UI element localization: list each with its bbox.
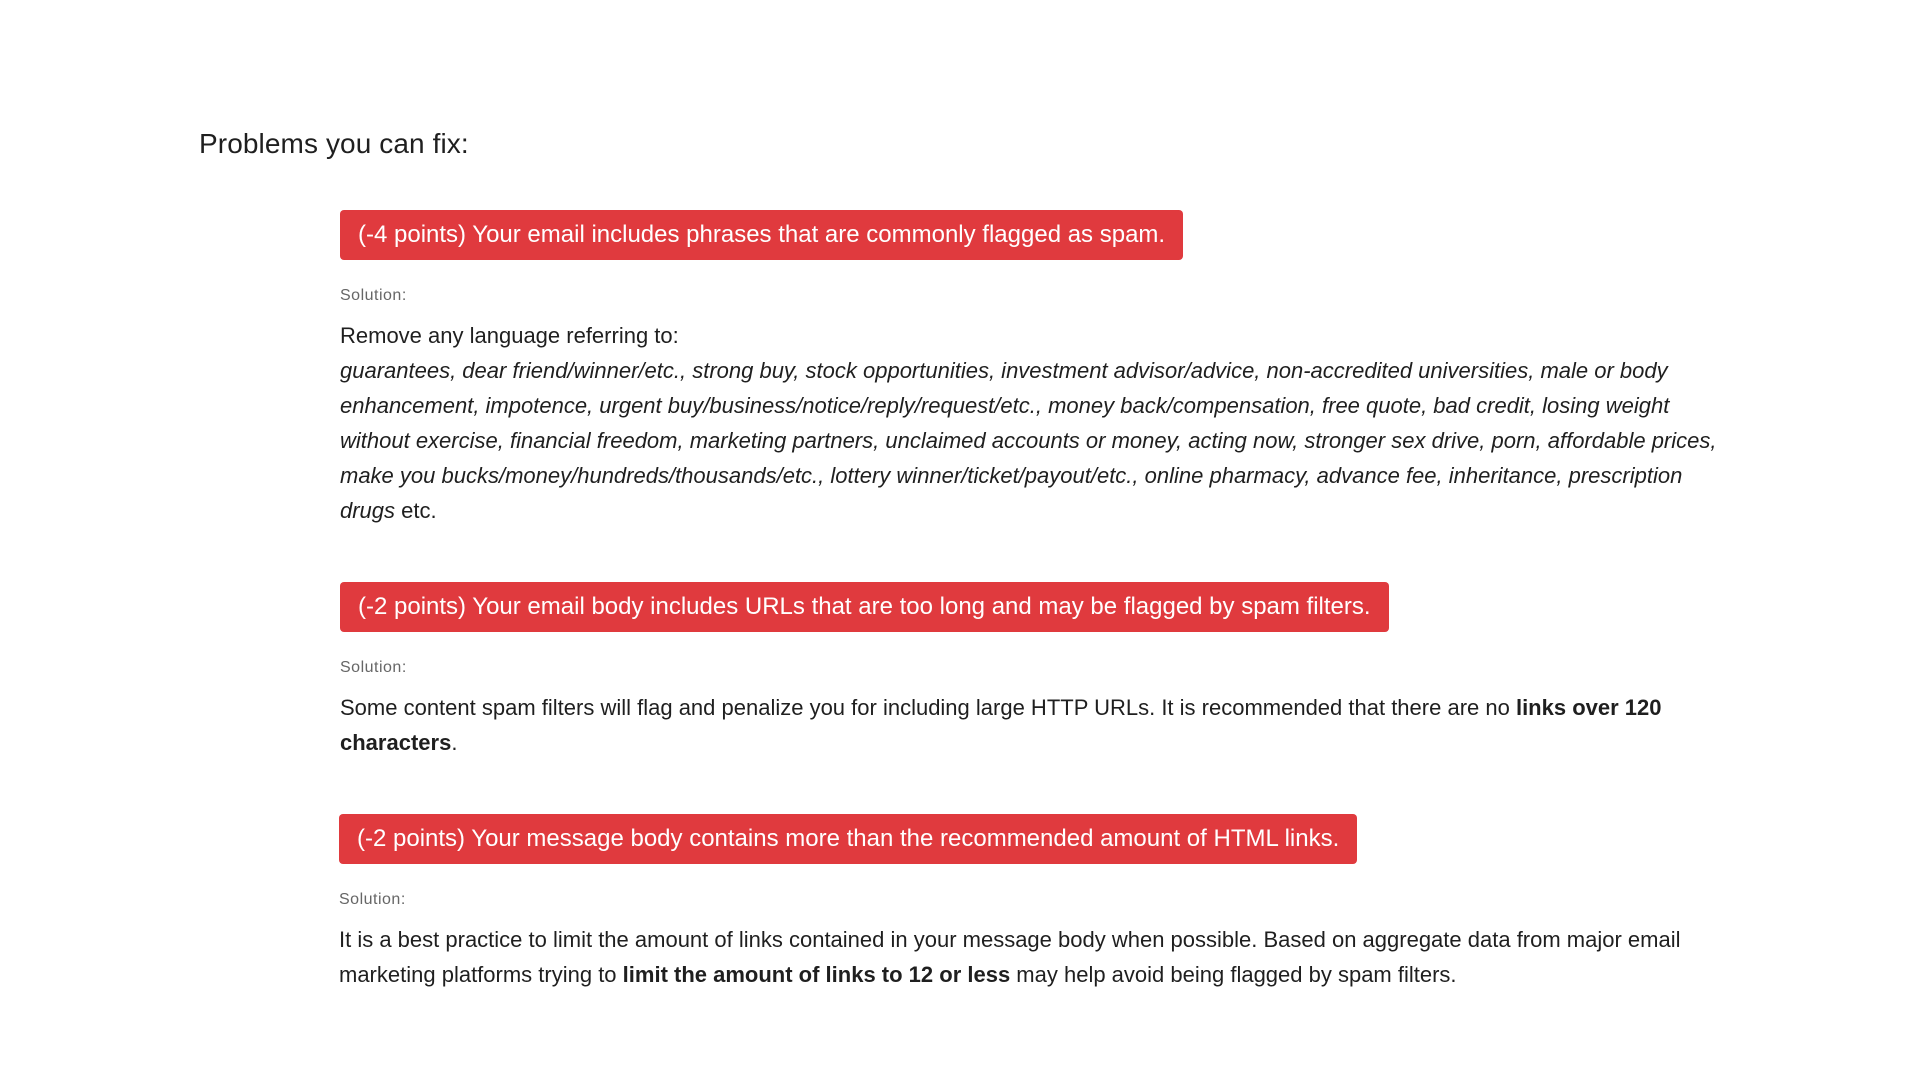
- solution-text-before: Some content spam filters will flag and penalize you for including large HTTP URLs. It is recommended that there are no: [340, 695, 1516, 720]
- solution-text-before: It is a best practice to limit the amount of links contained in your message body when possible. Based on aggregate data from major email marketing platforms trying to: [339, 927, 1681, 987]
- solution-text: [340, 690, 1720, 760]
- spam-phrases-list: guarantees, dear friend/winner/etc., strong buy, stock opportunities, investment advisor/advice, non-accredited universities, male or body enhancement, impotence, urgent buy/business/notice/reply/request/etc., money back/compensation, free quote, bad credit, losing weight without exercise, financial freedom, marketing partners, unclaimed accounts or money, acting now, stronger sex drive, porn, affordable prices, make you bucks/money/hundreds/thousands/etc., lottery winner/ticket/payout/etc., online pharmacy, advance fee, inheritance, prescription drugs: [340, 358, 1717, 523]
- problem-badge: (-2 points) Your message body contains more than the recommended amount of HTML links.: [339, 814, 1357, 864]
- solution-label: Solution:: [340, 659, 407, 676]
- section-heading: Problems you can fix:: [199, 128, 469, 159]
- problems-list: [340, 210, 1720, 992]
- solution-text: [339, 922, 1719, 992]
- problem-badge: (-2 points) Your email body includes URLs that are too long and may be flagged by spam filters.: [340, 582, 1389, 632]
- solution-text-after: .: [451, 730, 458, 755]
- problem-item-html-links: [339, 814, 1720, 992]
- solution-label: Solution:: [339, 891, 406, 908]
- problems-panel: [199, 124, 1719, 992]
- solution-text-emphasis: limit the amount of links to 12 or less: [622, 962, 1011, 987]
- problem-item-spam-phrases: [340, 210, 1720, 528]
- solution-text: [340, 318, 1720, 528]
- solution-text-after: may help avoid being flagged by spam filters.: [1010, 962, 1457, 987]
- solution-label: Solution:: [340, 287, 407, 304]
- solution-text-emphasis: links over 120 characters: [340, 695, 1662, 755]
- problem-item-long-urls: [340, 582, 1720, 760]
- solution-intro: Remove any language referring to:: [340, 323, 679, 348]
- problem-badge: (-4 points) Your email includes phrases that are commonly flagged as spam.: [340, 210, 1183, 260]
- solution-suffix: etc.: [395, 498, 437, 523]
